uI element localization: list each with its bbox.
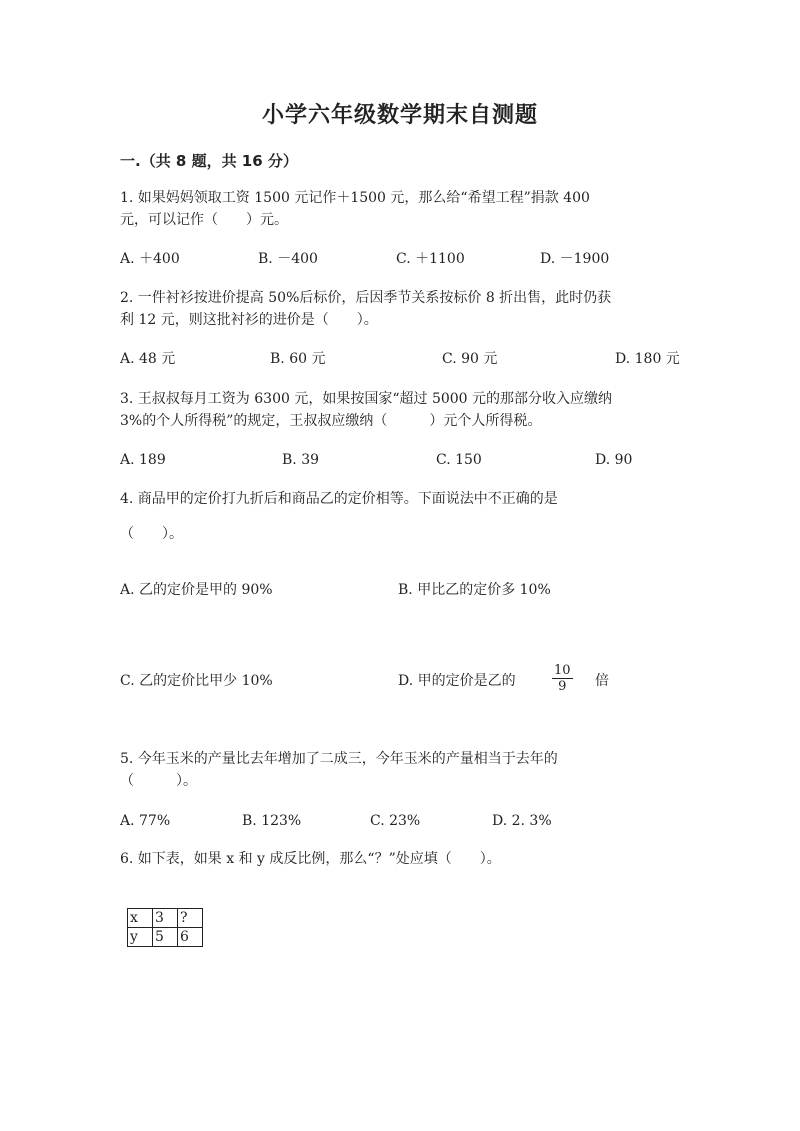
xy-table: [127, 908, 203, 947]
question-2-option-b: B. 60 元: [270, 351, 326, 367]
question-1-line-2: 元，可以记作（ ）元。: [120, 212, 288, 228]
table-row: [128, 928, 203, 947]
question-4-option-d: D. 甲的定价是乙的: [398, 673, 516, 689]
question-2-line-2: 利 12 元，则这批衬衫的进价是（ ）。: [120, 312, 378, 328]
table-cell: y: [128, 928, 153, 947]
question-5-line-1: 5. 今年玉米的产量比去年增加了二成三，今年玉米的产量相当于去年的: [120, 751, 558, 767]
table-cell: 6: [178, 928, 203, 947]
question-2-line-1: 2. 一件衬衫按进价提高 50%后标价，后因季节关系按标价 8 折出售，此时仍获: [120, 290, 612, 306]
question-4-option-a: A. 乙的定价是甲的 90%: [120, 582, 273, 598]
question-5-option-c: C. 23%: [370, 813, 421, 829]
question-4-option-d-suffix: 倍: [595, 673, 609, 689]
question-2-option-c: C. 90 元: [442, 351, 498, 367]
question-1-option-b: B. －400: [258, 251, 318, 267]
question-4-fraction: [552, 663, 573, 694]
question-1-option-c: C. ＋1100: [396, 251, 465, 267]
question-3-option-b: B. 39: [282, 452, 320, 468]
question-3-option-a: A. 189: [120, 452, 166, 468]
question-3-line-1: 3. 王叔叔每月工资为 6300 元，如果按国家“超过 5000 元的那部分收入应缴纳: [120, 391, 613, 407]
question-4-option-b: B. 甲比乙的定价多 10%: [398, 582, 551, 598]
xy-table-container: [127, 908, 203, 947]
table-cell: 3: [153, 909, 178, 928]
question-4-line-1: 4. 商品甲的定价打九折后和商品乙的定价相等。下面说法中不正确的是: [120, 491, 558, 507]
question-2-option-a: A. 48 元: [120, 351, 176, 367]
question-4-line-2: （ ）。: [120, 526, 183, 542]
question-1-line-1: 1. 如果妈妈领取工资 1500 元记作＋1500 元，那么给“希望工程”捐款 400: [120, 190, 590, 206]
question-5-line-2: （ ）。: [120, 773, 197, 789]
section-heading: 一.（共 8 题，共 16 分）: [120, 152, 298, 170]
question-4-option-c: C. 乙的定价比甲少 10%: [120, 673, 273, 689]
table-cell: ?: [178, 909, 203, 928]
question-5-option-d: D. 2. 3%: [492, 813, 552, 829]
table-cell: x: [128, 909, 153, 928]
table-row: [128, 909, 203, 928]
question-2-option-d: D. 180 元: [615, 351, 680, 367]
question-5-option-b: B. 123%: [242, 813, 302, 829]
question-3-option-c: C. 150: [436, 452, 482, 468]
page-title: 小学六年级数学期末自测题: [261, 103, 538, 128]
fraction-numerator: 10: [554, 663, 571, 678]
question-3-line-2: 3%的个人所得税”的规定，王叔叔应缴纳（ ）元个人所得税。: [120, 413, 542, 429]
question-1-option-a: A. ＋400: [120, 251, 180, 267]
table-cell: 5: [153, 928, 178, 947]
question-5-option-a: A. 77%: [120, 813, 171, 829]
question-1-option-d: D. －1900: [540, 251, 610, 267]
question-3-option-d: D. 90: [595, 452, 633, 468]
fraction-denominator: 9: [558, 679, 567, 694]
question-6-line-1: 6. 如下表，如果 x 和 y 成反比例，那么“？”处应填（ ）。: [120, 851, 501, 867]
